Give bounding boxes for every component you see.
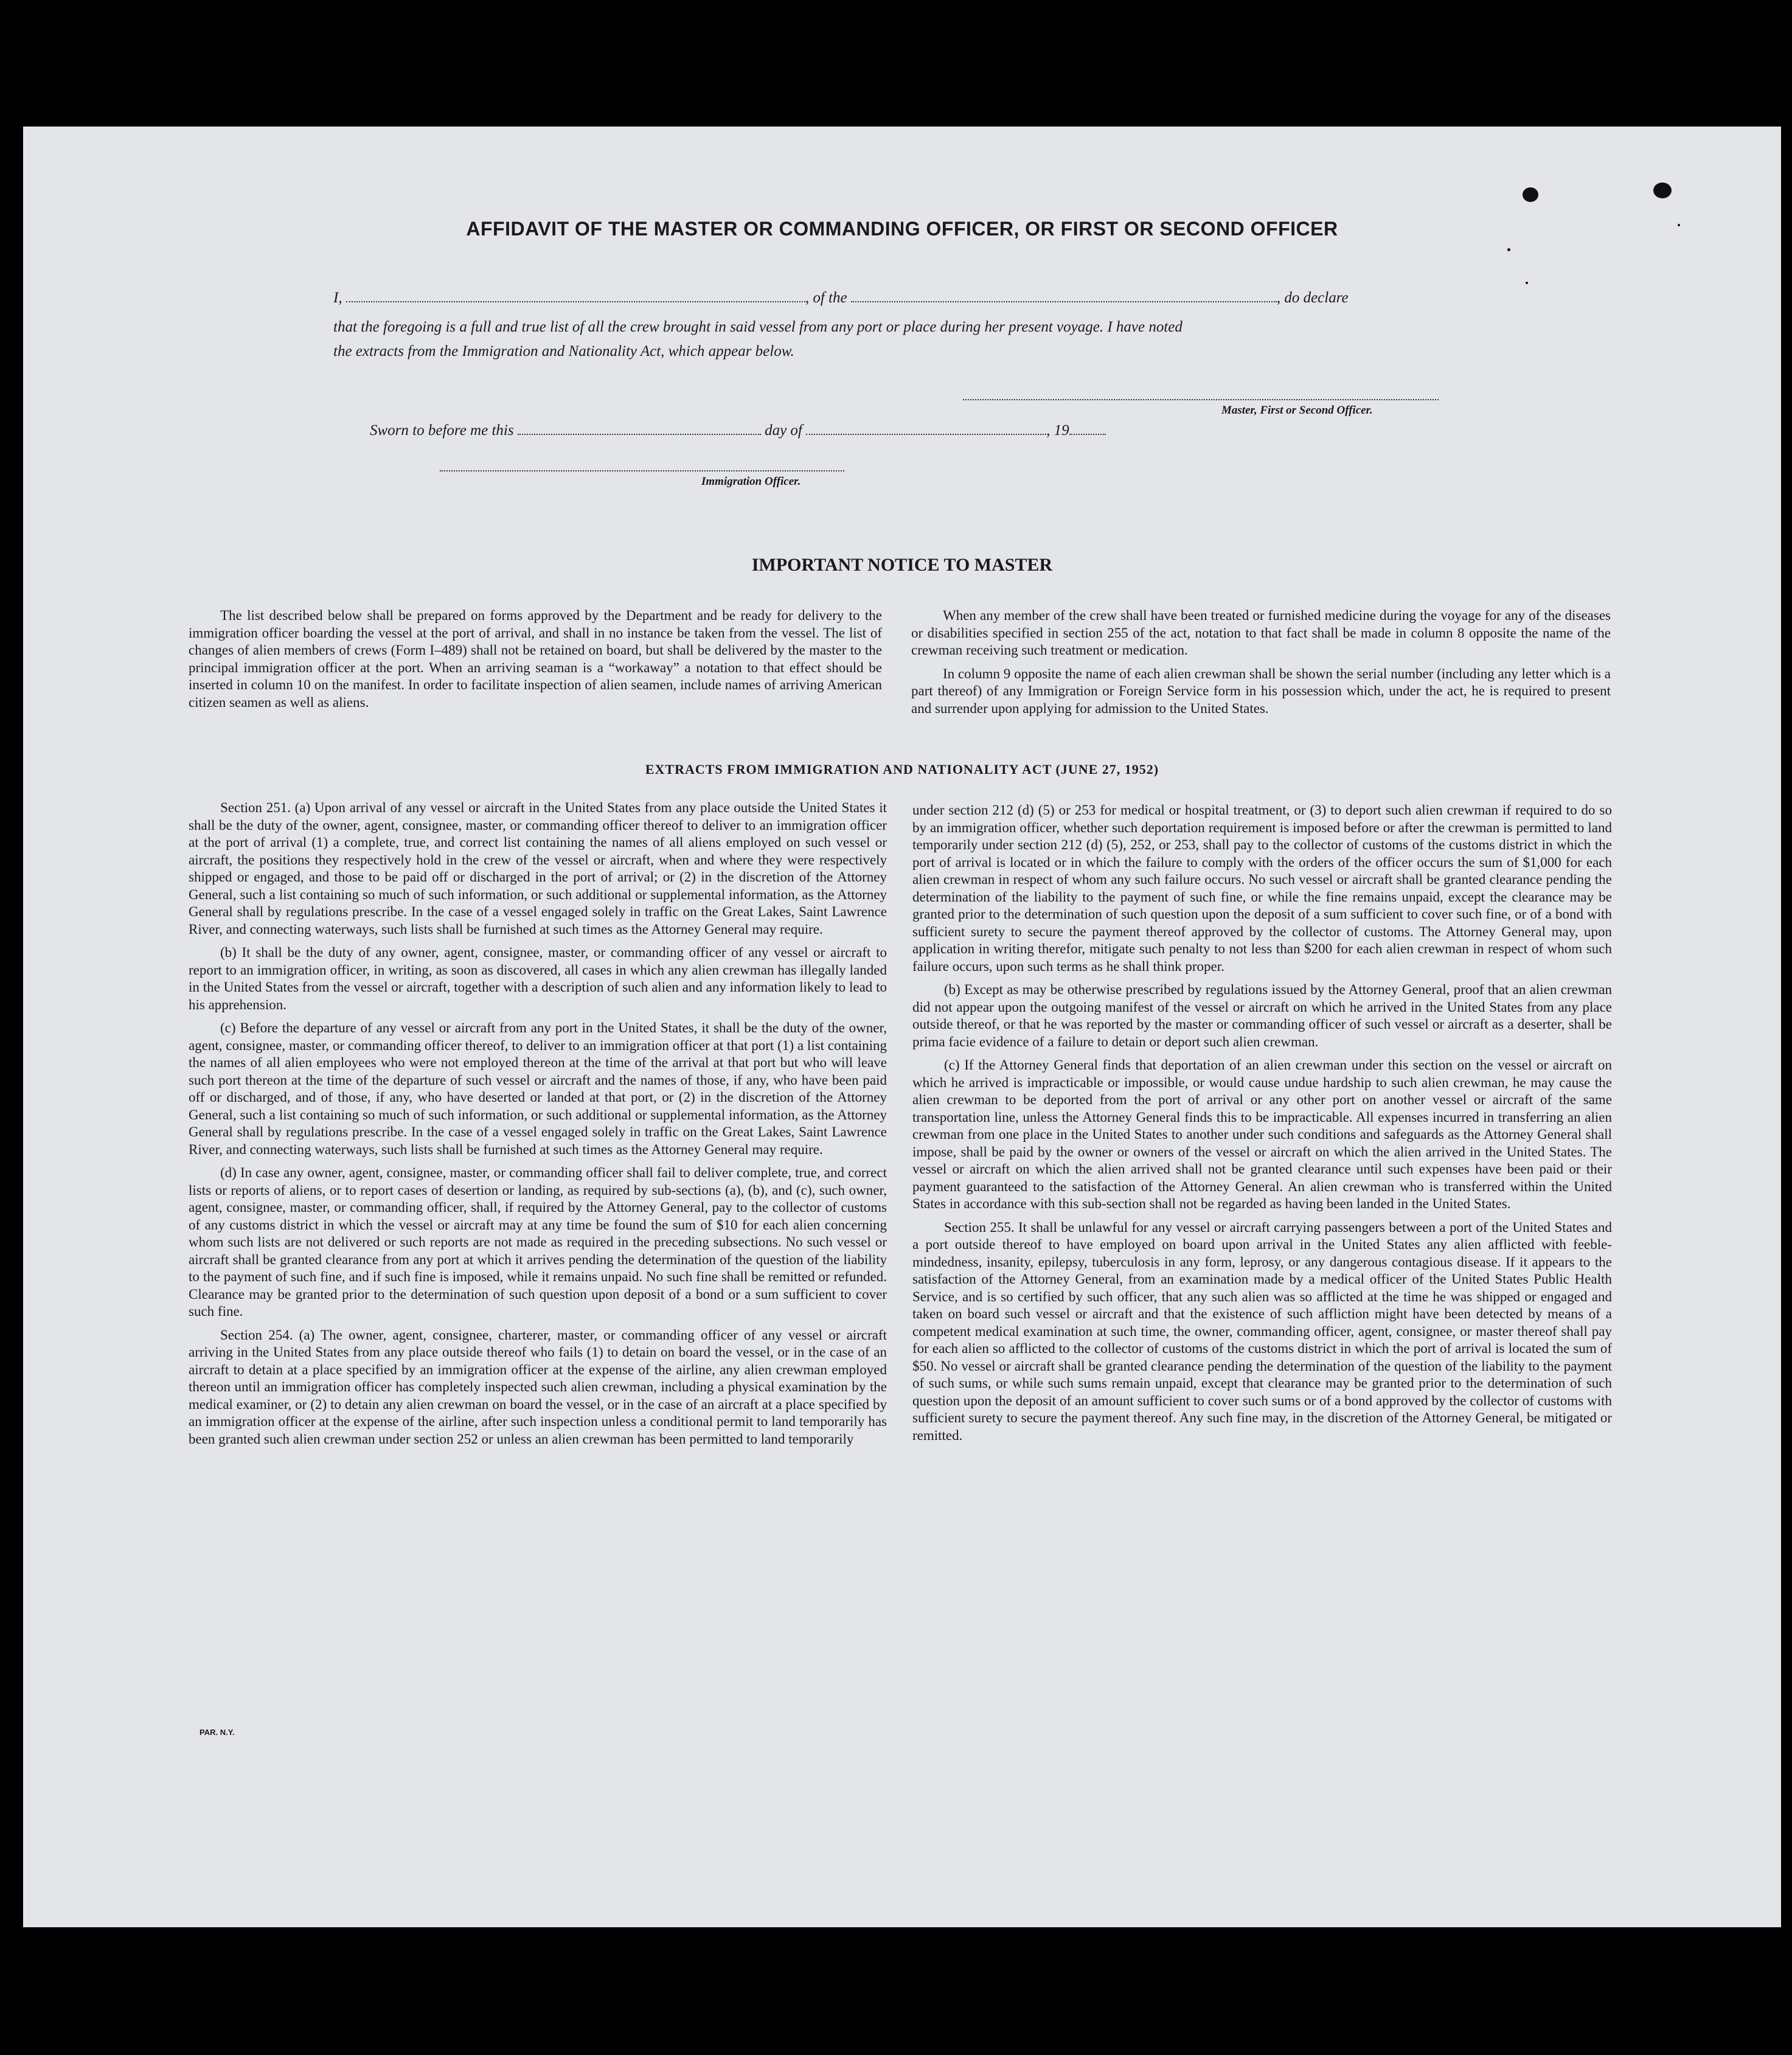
notice-left-column bbox=[189, 607, 882, 717]
sworn-year-prefix: , 19 bbox=[1046, 422, 1069, 439]
sworn-prefix: Sworn to before me this bbox=[370, 422, 514, 439]
section-251b: (b) It shall be the duty of any owner, agent, consignee, master, or commanding officer of any vessel or aircraft to report to an immigration officer, in writing, as soon as discovered, all cases in which any alien crewman has illegally landed in the United States from the vessel or aircraft, together with a description of such alien and any information likely to lead to his apprehension. bbox=[189, 945, 887, 1012]
notice-heading: IMPORTANT NOTICE TO MASTER bbox=[751, 555, 1053, 575]
declaration-line-3: the extracts from the Immigration and Nationality Act, which appear below. bbox=[333, 343, 794, 360]
declaration-of-the: , of the bbox=[805, 290, 847, 306]
sworn-year-blank[interactable] bbox=[1069, 422, 1106, 435]
document-page bbox=[23, 127, 1781, 1927]
speck-mark bbox=[1507, 248, 1510, 251]
section-254a: Section 254. (a) The owner, agent, consignee, charterer, master, or commanding officer of any vessel or aircraft arriving in the United States from any place outside thereof who fails (1) to detain on board the vessel, or in the case of an aircraft to detain at a place specified by an immigration officer at the expense of the airline, any alien crewman employed thereon until an immigration officer has completely inspected such alien crewman, including a physical examination by the medical examiner, or (2) to detain any alien crewman on board the vessel, or in the case of an aircraft at a place specified by an immigration officer at the expense of the airline, after such inspection unless a conditional permit to land temporarily has been granted such alien crewman under section 252 or unless an alien crewman has been permitted to land temporarily bbox=[189, 1327, 887, 1447]
notice-paragraph: In column 9 opposite the name of each alien crewman shall be shown the serial number (including any letter which is a part thereof) of any Immigration or Foreign Service form in his possession which, under the act, he is required to present and surrender upon applying for admission to the United States. bbox=[911, 666, 1611, 716]
punch-hole-mark bbox=[1653, 183, 1672, 198]
declaration-i: I, bbox=[333, 290, 342, 306]
sworn-month-blank[interactable] bbox=[806, 422, 1046, 435]
notice-paragraph: The list described below shall be prepared on forms approved by the Department and be ready for delivery to the immigration officer boarding the vessel at the port of arrival, and shall in no instance be taken from the vessel. The list of changes of alien members of crews (Form I–489) shall not be retained on board, but shall be delivered by the master to the principal immigration officer at the port. When an arriving seaman is a “workaway” a notation to that effect should be inserted in column 10 on the manifest. In order to facilitate inspection of alien seamen, include names of arriving American citizen seamen as well as aliens. bbox=[189, 608, 882, 710]
section-254a-continued: under section 212 (d) (5) or 253 for medical or hospital treatment, or (3) to deport such alien crewman if required to do so by an immigration officer, whether such deportation requirement is imposed before or after the crewman is permitted to land temporarily under section 212 (d) (5), 252, or 253, shall pay to the collector of customs of the customs district in which the port of arrival is located or in which the failure to comply with the orders of the officer occurs the sum of $1,000 for each alien crewman in respect of whom any such failure occurs. No such vessel or aircraft shall be granted clearance pending the determination of the liability to the payment of such fine, or while the fine remains unpaid, except the clearance may be granted prior to the determination of such question upon the deposit of a sum sufficient to cover such fine, or of a bond with sufficient surety to secure the payment thereof approved by the collector of customs. The Attorney General may, upon application in writing therefor, mitigate such penalty to not less than $200 for each alien crewman in respect of whom such failure occurs, upon such terms as he shall think proper. bbox=[912, 802, 1612, 974]
immigration-officer-label: Immigration Officer. bbox=[701, 475, 801, 488]
notice-paragraph: When any member of the crew shall have been treated or furnished medicine during the voyage for any of the diseases or disabilities specified in section 255 of the act, notation to that fact shall be made in column 8 opposite the name of the crewman receiving such treatment or medication. bbox=[911, 608, 1611, 658]
section-254b: (b) Except as may be otherwise prescribed by regulations issued by the Attorney General, proof that an alien crewman did not appear upon the outgoing manifest of the vessel or aircraft on which he arrived in the United States from any place outside thereof, or that he was reported by the master or commanding officer of such vessel or aircraft as a deserter, shall be prima facie evidence of a failure to detain or deport such alien crewman. bbox=[912, 982, 1612, 1049]
section-251a: Section 251. (a) Upon arrival of any vessel or aircraft in the United States from any place outside the United States it shall be the duty of the owner, agent, consignee, master, or commanding officer thereof to deliver to an immigration officer at the port of arrival (1) a complete, true, and correct list containing the names of all aliens employed on such vessel or aircraft, the positions they respectively hold in the crew of the vessel or aircraft, when and where they were respectively shipped or engaged, and those to be paid off or discharged in the port of arrival; or (2) in the discretion of the Attorney General, such a list containing so much of such information, or such additional or supplemental information, as the Attorney General shall by regulations prescribe. In the case of a vessel engaged solely in traffic on the Great Lakes, Saint Lawrence River, and connecting waterways, such lists shall be furnished at such times as the Attorney General may require. bbox=[189, 800, 887, 937]
sworn-date-blank[interactable] bbox=[518, 422, 761, 435]
master-signature-label: Master, First or Second Officer. bbox=[1221, 404, 1373, 417]
notice-right-column bbox=[911, 607, 1611, 723]
immigration-officer-signature-line[interactable] bbox=[440, 470, 844, 471]
section-255: Section 255. It shall be unlawful for any vessel or aircraft carrying passengers between a port of the United States and a port outside thereof to have employed on board upon arrival in the United States any alien afflicted with feeble-mindedness, insanity, epilepsy, tuberculosis in any form, leprosy, or any dangerous contagious disease. If it appears to the satisfaction of the Attorney General, from an examination made by a medical officer of the United States Public Health Service, and is so certified by such officer, that any such alien was so afflicted at the time he was shipped or engaged and taken on board such vessel or aircraft and that the existence of such affliction might have been detected by means of a competent medical examination at such time, the owner, commanding officer, agent, consignee, or master thereof shall pay for each alien so afflicted to the collector of customs of the customs district in which the port of arrival is located the sum of $50. No vessel or aircraft shall be granted clearance pending the determination of the question of the liability to the payment of such sums, or while such sums remain unpaid, except that clearance may be granted prior to the determination of such question upon the deposit of an amount sufficient to cover such sums or of a bond approved by the collector of customs with sufficient surety to secure the payment thereof. Any such fine may, in the discretion of the Attorney General, be mitigated or remitted. bbox=[912, 1219, 1612, 1443]
extracts-heading: EXTRACTS FROM IMMIGRATION AND NATIONALITY ACT (JUNE 27, 1952) bbox=[645, 762, 1159, 777]
extracts-left-column bbox=[189, 799, 887, 1454]
speck-mark bbox=[1526, 282, 1528, 284]
declaration-line-1 bbox=[333, 286, 1465, 310]
sworn-day-of: day of bbox=[765, 422, 802, 439]
sworn-line bbox=[370, 419, 1282, 443]
extracts-right-column bbox=[912, 802, 1612, 1450]
section-254c: (c) If the Attorney General finds that deportation of an alien crewman under this section on the vessel or aircraft on which he arrived is impracticable or impossible, or would cause undue hardship to such alien crewman, he may cause the alien crewman to be deported from the port of arrival or any other port on another vessel or aircraft of the same transportation line, unless the Attorney General finds this to be impracticable. All expenses incurred in transferring an alien crewman from one place in the United States to another under such conditions and safeguards as the Attorney General shall impose, shall be paid by the owner or owners of the vessel or aircraft on which the alien arrived in the United States. The vessel or aircraft on which the alien arrived shall not be granted clearance until such expenses have been paid or their payment guaranteed to the satisfaction of the Attorney General. An alien crewman who is transferred within the United States in accordance with this sub-section shall not be regarded as having been landed in the United States. bbox=[912, 1057, 1612, 1211]
declaration-line-2: that the foregoing is a full and true list of all the crew brought in said vessel from any port or place during her present voyage. I have noted bbox=[333, 319, 1183, 335]
vessel-blank[interactable] bbox=[851, 289, 1277, 302]
printer-mark: PAR. N.Y. bbox=[200, 1728, 235, 1737]
name-blank[interactable] bbox=[346, 289, 805, 302]
section-251c: (c) Before the departure of any vessel or aircraft from any port in the United States, it shall be the duty of the owner, agent, consignee, master, or commanding officer thereof, to deliver to an immigration officer at that port (1) a list containing the names of all alien employees who were not employed thereon at the time of the arrival at that port but who will leave such port thereon at the time of the departure of such vessel or aircraft and the names of those, if any, who have been paid off or discharged, and of those, if any, who have deserted or landed at that port, or (2) in the discretion of the Attorney General, such a list containing so much of such information, or such additional or supplemental information, as the Attorney General shall by regulations prescribe. In the case of a vessel engaged solely in traffic on the Great Lakes, Saint Lawrence River, and connecting waterways, such lists shall be furnished at such times as the Attorney General may require. bbox=[189, 1020, 887, 1157]
section-251d: (d) In case any owner, agent, consignee, master, or commanding officer shall fail to deliver complete, true, and correct lists or reports of aliens, or to report cases of desertion or landing, as required by sub-sections (a), (b), and (c), such owner, agent, consignee, master, or commanding officer, shall, if required by the Attorney General, pay to the collector of customs of any customs district in which the vessel or aircraft may at any time be found the sum of $10 for each alien concerning whom such lists are not delivered or such reports are not made as required in the preceding subsections. No such vessel or aircraft shall be granted clearance from any port at which it arrives pending the determination of the question of the liability to the payment of such fine, and if such fine is imposed, while it remains unpaid. No such fine shall be remitted or refunded. Clearance may be granted prior to the determination of such question upon deposit of a bond or a sum sufficient to cover such fine. bbox=[189, 1165, 887, 1319]
declaration-do-declare: , do declare bbox=[1276, 290, 1349, 306]
master-signature-line[interactable] bbox=[963, 399, 1439, 400]
affidavit-title: AFFIDAVIT OF THE MASTER OR COMMANDING OFFICER, OR FIRST OR SECOND OFFICER bbox=[466, 218, 1338, 240]
punch-hole-mark bbox=[1523, 187, 1538, 202]
